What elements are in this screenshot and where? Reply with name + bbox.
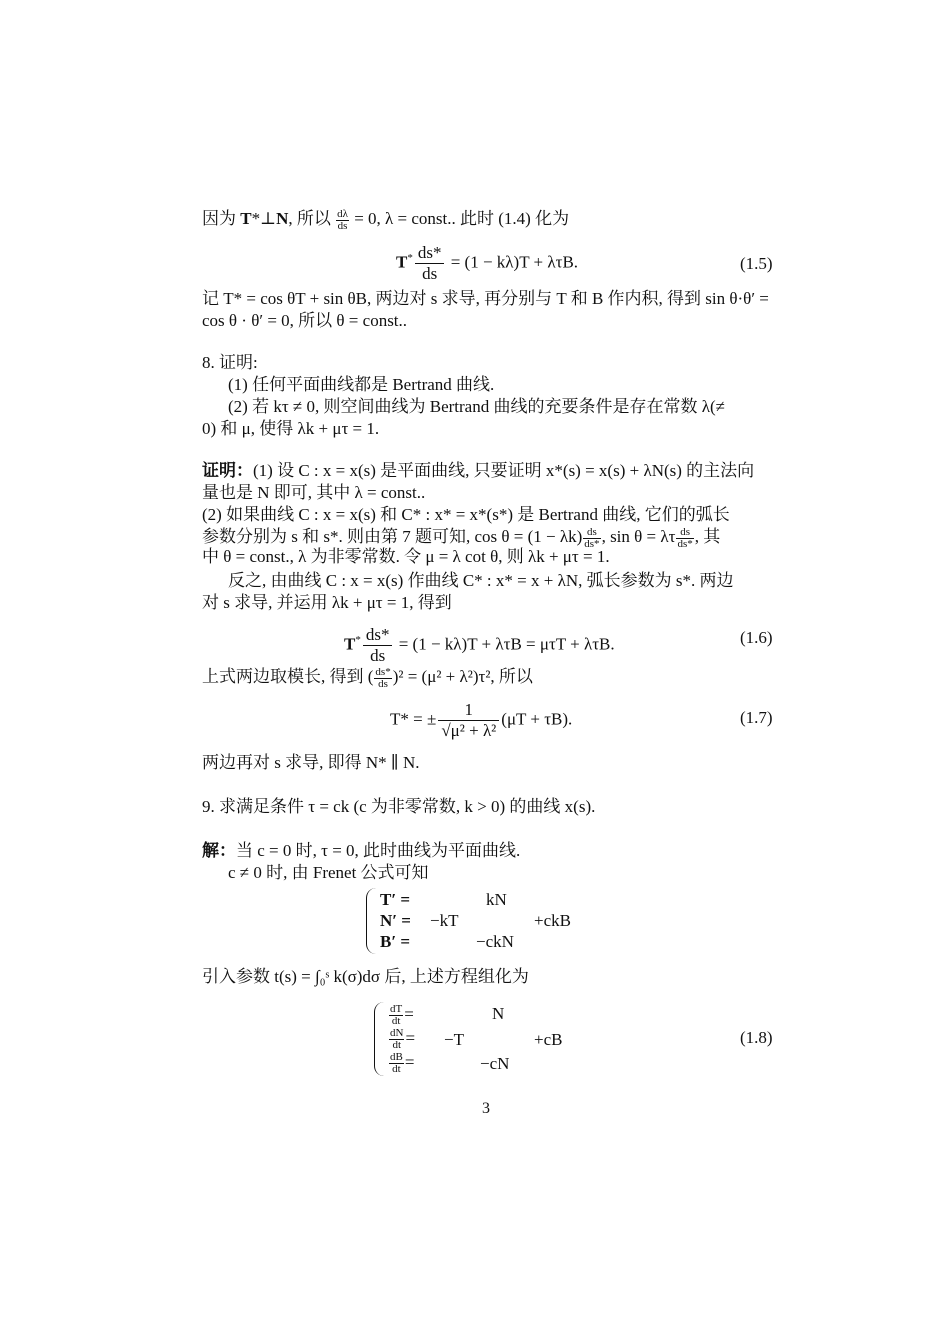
fraction bbox=[389, 1052, 404, 1075]
text-line: (2) 若 kτ ≠ 0, 则空间曲线为 Bertrand 曲线的充要条件是存在常数 λ(≠ bbox=[228, 397, 725, 416]
numerator: ds* bbox=[415, 243, 445, 264]
text: T bbox=[240, 209, 252, 228]
text: T′ = bbox=[380, 890, 411, 909]
text-line: 引入参数 t(s) = ∫₀ˢ k(σ)dσ 后, 上述方程组化为 bbox=[202, 967, 529, 986]
text: = bbox=[405, 1028, 416, 1048]
page-number: 3 bbox=[482, 1100, 490, 1117]
text-line: 两边再对 s 求导, 即得 N* ∥ N. bbox=[202, 753, 420, 772]
text-line: (1) 任何平面曲线都是 Bertrand 曲线. bbox=[228, 375, 495, 394]
fraction bbox=[415, 243, 445, 284]
equation-1-8 bbox=[374, 1002, 614, 1076]
denominator: ds bbox=[370, 646, 386, 665]
text-line: 对 s 求导, 并运用 λk + μτ = 1, 得到 bbox=[202, 593, 452, 612]
denominator: ds* bbox=[677, 537, 693, 550]
fraction bbox=[363, 625, 393, 666]
text: −cN bbox=[480, 1054, 510, 1073]
text: = bbox=[404, 1004, 414, 1024]
text-line: 量也是 N 即可, 其中 λ = const.. bbox=[202, 483, 426, 502]
fraction bbox=[336, 209, 349, 232]
text: , 所以 bbox=[288, 209, 336, 228]
frenet-system bbox=[366, 888, 606, 954]
heading: 解： bbox=[202, 841, 236, 860]
equation-1-6 bbox=[344, 625, 615, 666]
text: , sin θ = λτ bbox=[601, 527, 676, 546]
brace bbox=[366, 888, 377, 954]
text: kN bbox=[486, 890, 507, 909]
text: )² = (μ² + λ²)τ², 所以 bbox=[392, 667, 533, 686]
text-line: 0) 和 μ, 使得 λk + μτ = 1. bbox=[202, 419, 380, 438]
text-line bbox=[202, 460, 754, 482]
text: −T bbox=[444, 1030, 464, 1049]
text: *⊥ bbox=[251, 209, 277, 228]
fraction bbox=[374, 667, 391, 690]
numerator: ds bbox=[676, 527, 693, 539]
heading: 证明： bbox=[202, 461, 253, 480]
text-line: cos θ · θ′ = 0, 所以 θ = const.. bbox=[202, 311, 408, 330]
text: 当 c = 0 时, τ = 0, 此时曲线为平面曲线. bbox=[236, 841, 521, 860]
text-line: (2) 如果曲线 C : x = x(s) 和 C* : x* = x*(s*) 是 Bertrand 曲线, 它们的弧长 bbox=[202, 505, 730, 524]
fraction bbox=[438, 700, 499, 741]
text: 上式两边取模长, 得到 ( bbox=[202, 667, 374, 686]
problem-title: 9. 求满足条件 τ = ck (c 为非零常数, k > 0) 的曲线 x(s). bbox=[202, 797, 596, 816]
text: T* = ± bbox=[390, 709, 437, 729]
text: N bbox=[276, 209, 289, 228]
denominator: dt bbox=[391, 1015, 401, 1027]
text-line bbox=[202, 666, 533, 690]
text-line bbox=[202, 840, 520, 862]
text: = bbox=[404, 1052, 415, 1072]
brace bbox=[374, 1002, 385, 1076]
equation-number: (1.7) bbox=[740, 708, 773, 727]
text: −ckN bbox=[476, 932, 514, 951]
text: T bbox=[396, 252, 408, 272]
text: N bbox=[492, 1004, 505, 1023]
numerator: dN bbox=[390, 1027, 404, 1039]
numerator: ds* bbox=[375, 665, 391, 678]
numerator: ds* bbox=[363, 625, 393, 646]
text: +cB bbox=[534, 1030, 563, 1049]
text: B′ = bbox=[380, 932, 411, 951]
denominator: ds bbox=[378, 677, 388, 690]
text: N′ = bbox=[380, 911, 411, 930]
denominator: ds* bbox=[584, 537, 600, 550]
text: T bbox=[344, 634, 356, 654]
equation-1-5 bbox=[396, 243, 578, 284]
numerator: 1 bbox=[438, 700, 499, 721]
equation-number: (1.6) bbox=[740, 628, 773, 647]
text-line: c ≠ 0 时, 由 Frenet 公式可知 bbox=[228, 863, 429, 882]
fraction bbox=[389, 1028, 404, 1051]
denominator: ds bbox=[337, 219, 348, 232]
equation-1-7 bbox=[390, 700, 572, 741]
denominator: ds bbox=[422, 264, 438, 283]
text: 因为 bbox=[202, 209, 241, 228]
equation-number: (1.8) bbox=[740, 1028, 773, 1047]
fraction bbox=[389, 1004, 403, 1027]
numerator: dT bbox=[390, 1003, 403, 1015]
text-line: 记 T* = cos θT + sin θB, 两边对 s 求导, 再分别与 T 和 B 作内积, 得到 sin θ·θ′ = bbox=[202, 289, 769, 308]
text: = (1 − kλ)T + λτB = μτT + λτB. bbox=[394, 634, 615, 654]
text: +ckB bbox=[534, 911, 571, 930]
problem-title: 8. 证明: bbox=[202, 353, 258, 372]
text: (1) 设 C : x = x(s) 是平面曲线, 只要证明 x*(s) = x(s) + λN(s) 的主法向 bbox=[253, 461, 755, 480]
numerator: dλ bbox=[337, 207, 348, 220]
text: (μT + τB). bbox=[501, 709, 573, 729]
text: 参数分别为 s 和 s*. 则由第 7 题可知, cos θ = (1 − λk) bbox=[202, 527, 583, 546]
text: = 0, λ = const.. 此时 (1.4) 化为 bbox=[349, 209, 570, 228]
text: = (1 − kλ)T + λτB. bbox=[446, 252, 579, 272]
text-line bbox=[202, 208, 569, 232]
text-line: 反之, 由曲线 C : x = x(s) 作曲线 C* : x* = x + λN, 弧长参数为 s*. 两边 bbox=[228, 571, 734, 590]
text: * bbox=[355, 633, 361, 646]
text: , 其 bbox=[694, 527, 721, 546]
text: −kT bbox=[430, 911, 459, 930]
denominator: dt bbox=[392, 1063, 401, 1075]
fraction bbox=[676, 527, 693, 550]
equation-number: (1.5) bbox=[740, 254, 773, 273]
numerator: dB bbox=[390, 1051, 403, 1063]
numerator: ds bbox=[583, 527, 600, 539]
denominator: √μ² + λ² bbox=[441, 721, 497, 740]
denominator: dt bbox=[392, 1039, 401, 1051]
text: * bbox=[407, 251, 413, 264]
text-line: 中 θ = const., λ 为非零常数. 令 μ = λ cot θ, 则 λk + μτ = 1. bbox=[202, 547, 610, 566]
